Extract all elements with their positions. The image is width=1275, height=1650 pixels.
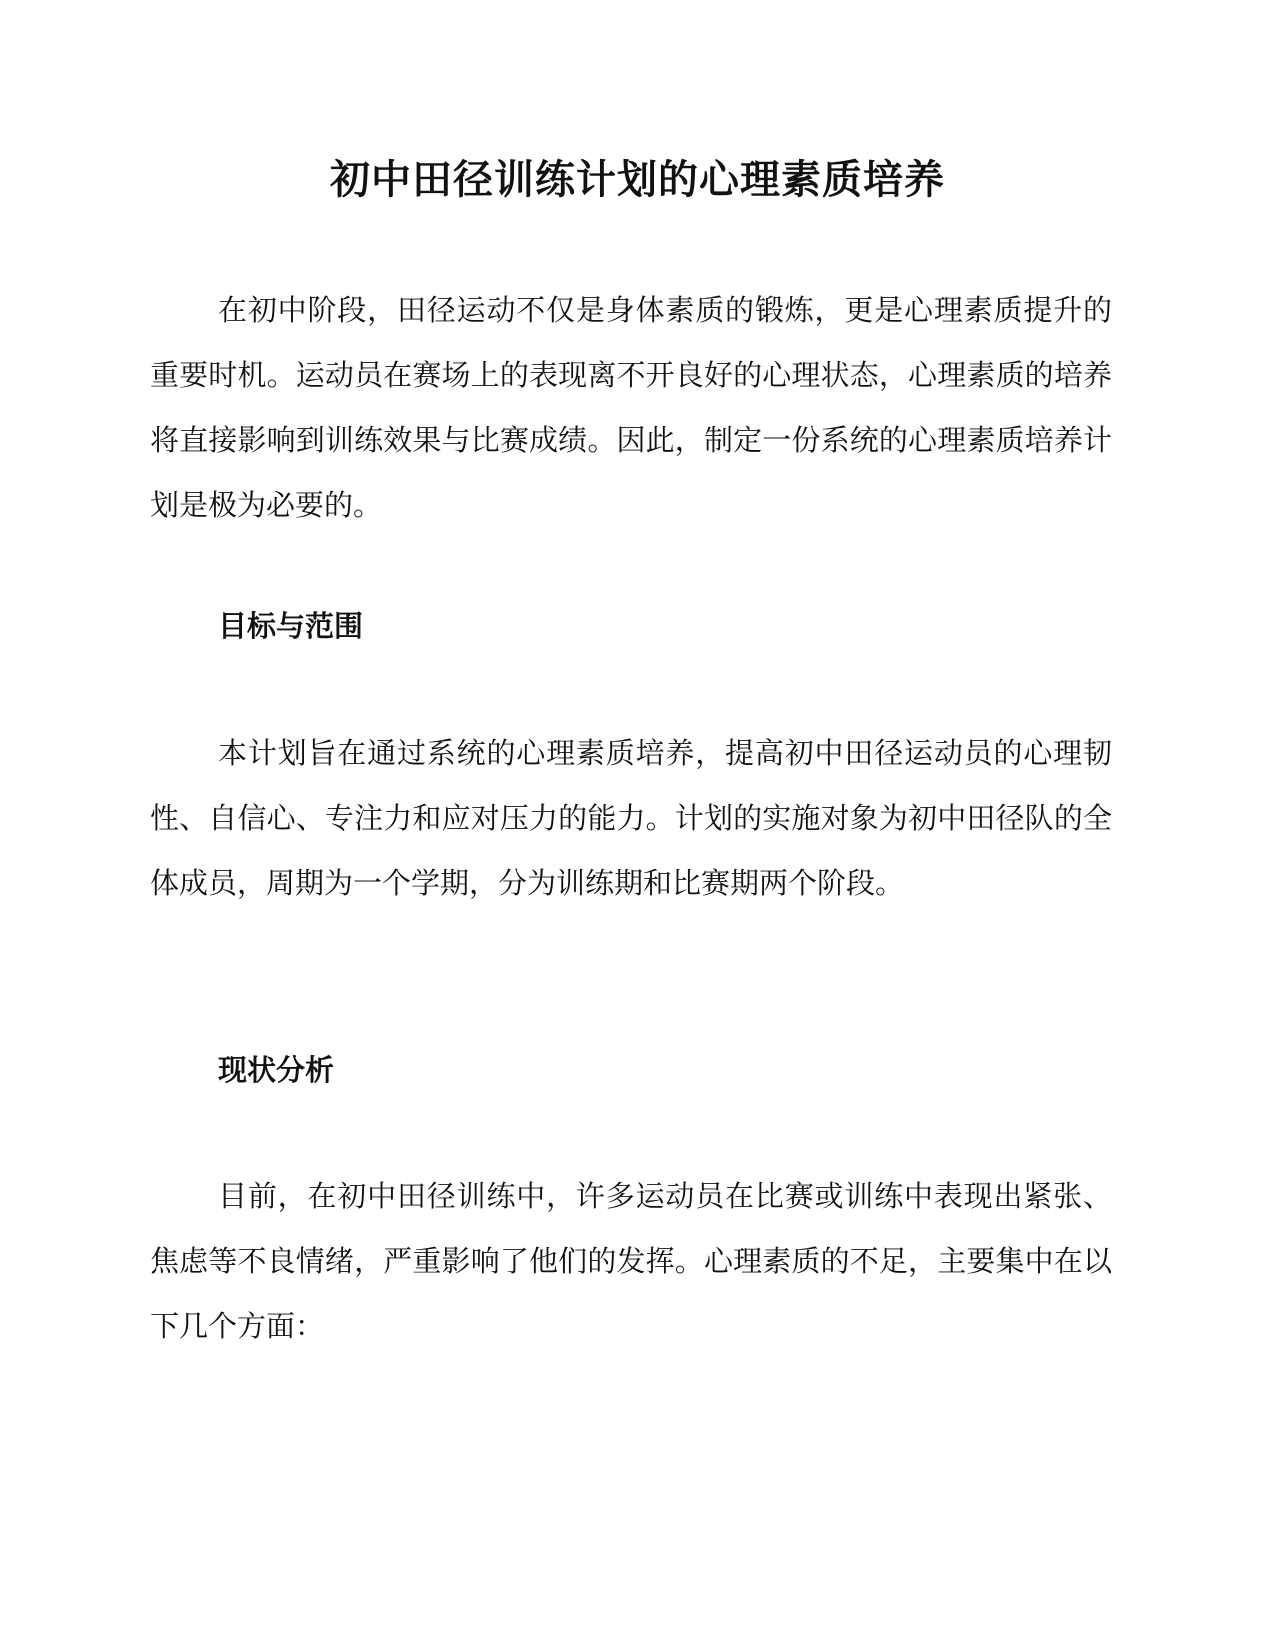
section-heading-analysis: 现状分析 <box>218 1053 335 1087</box>
section-body-analysis: 目前，在初中田径训练中，许多运动员在比赛或训练中表现出紧张、焦虑等不良情绪，严重影响了他们的发挥。心理素质的不足，主要集中在以下几个方面： <box>150 1179 1112 1343</box>
section-heading-goals: 目标与范围 <box>218 609 364 643</box>
intro-paragraph: 在初中阶段，田径运动不仅是身体素质的锻炼，更是心理素质提升的重要时机。运动员在赛场上的表现离不开良好的心理状态，心理素质的培养将直接影响到训练效果与比赛成绩。因此，制定一份系统的心理素质培养计划是极为必要的。 <box>150 293 1112 522</box>
section-body-goals: 本计划旨在通过系统的心理素质培养，提高初中田径运动员的心理韧性、自信心、专注力和应对压力的能力。计划的实施对象为初中田径队的全体成员，周期为一个学期，分为训练期和比赛期两个阶段。 <box>150 736 1112 900</box>
document-title: 初中田径训练计划的心理素质培养 <box>330 157 945 203</box>
